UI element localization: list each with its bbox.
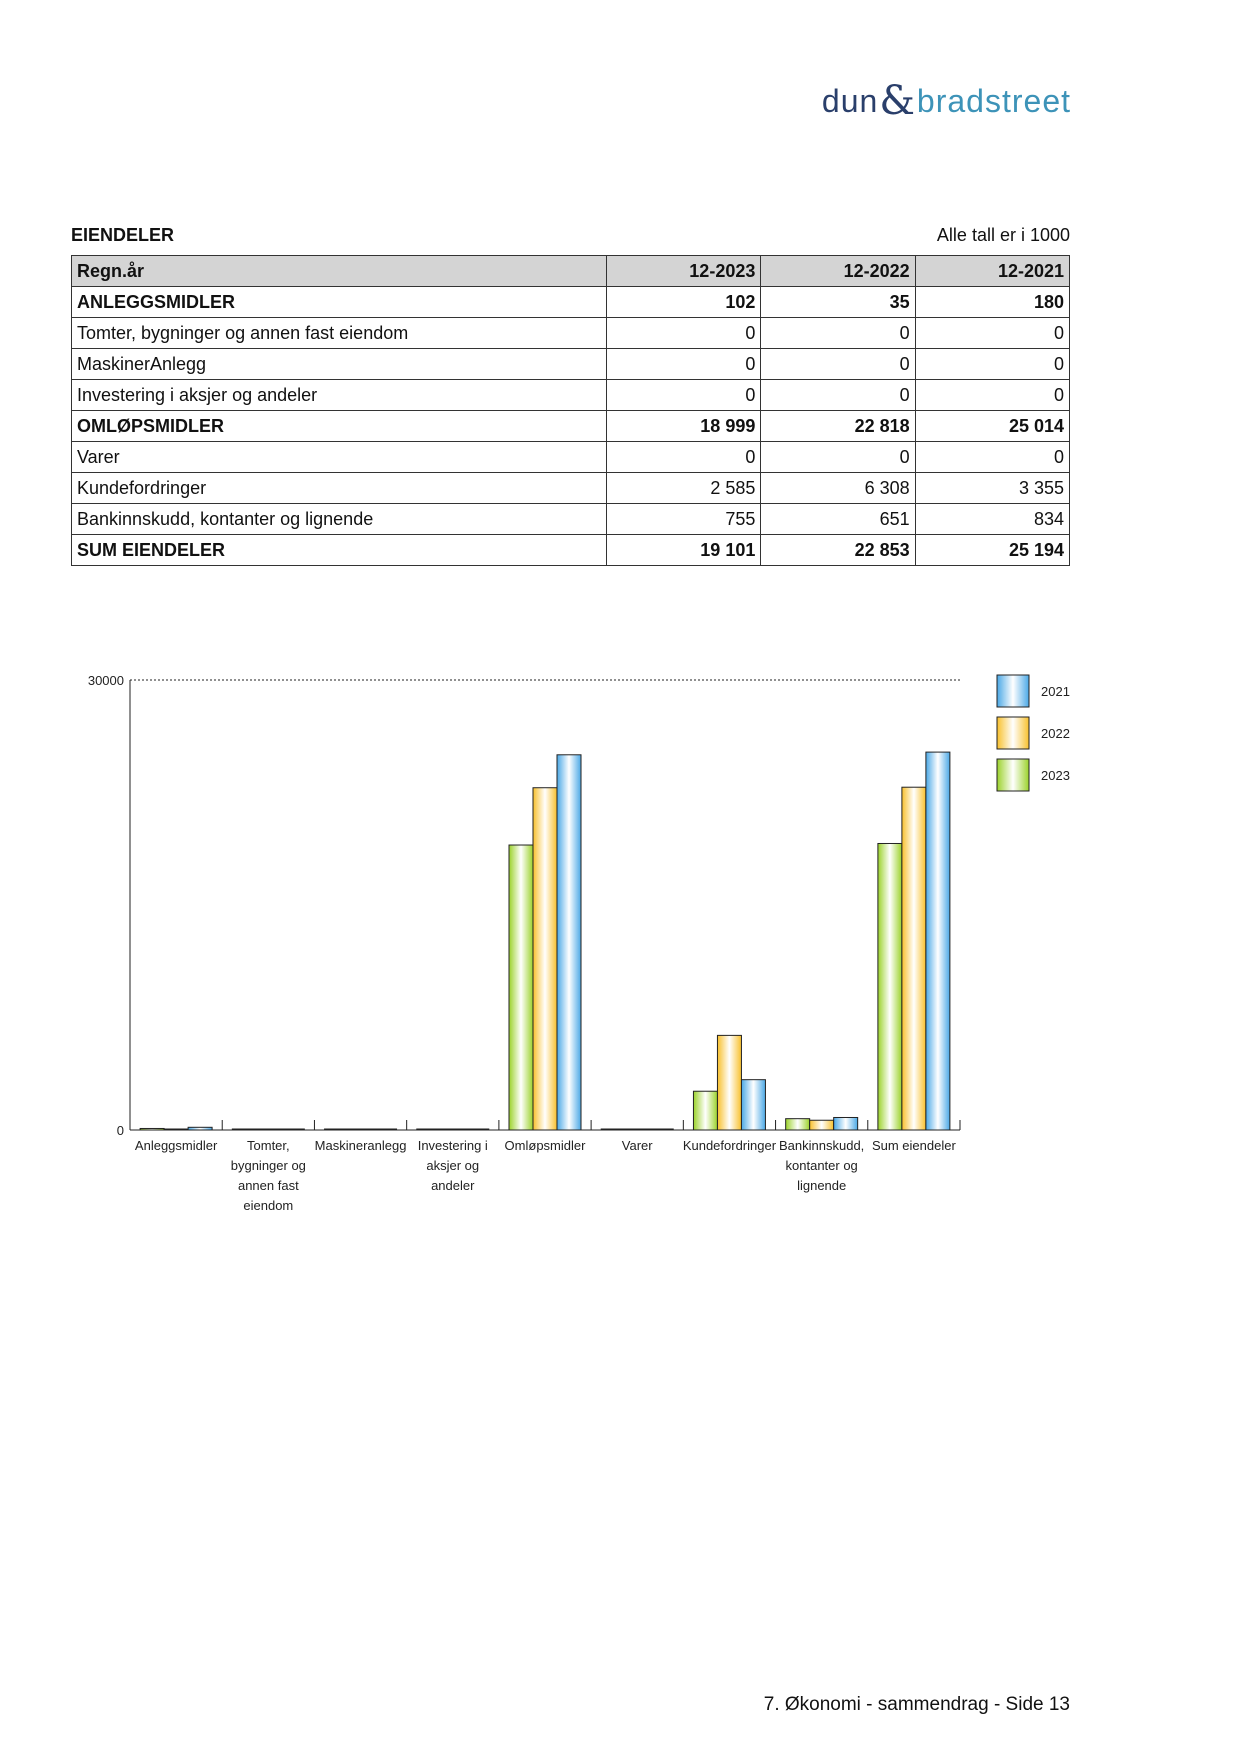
x-category-label: Varer <box>621 1138 653 1153</box>
row-value-12-2022: 35 <box>761 287 915 318</box>
legend-label-2022: 2022 <box>1041 726 1070 741</box>
bar-2022 <box>533 788 557 1130</box>
assets-bar-chart <box>60 670 1080 1250</box>
header-2021: 12-2021 <box>915 256 1069 287</box>
row-label: Varer <box>72 442 607 473</box>
bar-2022 <box>810 1120 834 1130</box>
table-row <box>72 473 1070 504</box>
unit-note: Alle tall er i 1000 <box>936 225 1070 245</box>
legend-swatch-2021 <box>997 675 1029 707</box>
bar-2022 <box>902 787 926 1130</box>
bar-2021 <box>557 755 581 1130</box>
row-label: MaskinerAnlegg <box>72 349 607 380</box>
row-value-12-2021: 25 194 <box>915 535 1069 566</box>
legend-swatch-2023 <box>997 759 1029 791</box>
bar-2023 <box>417 1129 441 1130</box>
x-category-label: Omløpsmidler <box>504 1138 586 1153</box>
row-value-12-2023: 102 <box>607 287 761 318</box>
bar-2022 <box>717 1035 741 1130</box>
row-value-12-2021: 3 355 <box>915 473 1069 504</box>
y-tick-label: 30000 <box>87 673 124 688</box>
row-value-12-2021: 0 <box>915 349 1069 380</box>
x-category-label: Tomter, bygninger og annen fast eiendom <box>230 1138 306 1213</box>
table-body <box>72 287 1070 566</box>
bar-2023 <box>325 1129 349 1130</box>
dun-bradstreet-logo <box>822 78 1071 124</box>
row-value-12-2023: 0 <box>607 349 761 380</box>
table-row <box>72 504 1070 535</box>
row-label: OMLØPSMIDLER <box>72 411 607 442</box>
bar-2023 <box>601 1129 625 1130</box>
bar-2022 <box>256 1129 280 1130</box>
row-value-12-2022: 22 818 <box>761 411 915 442</box>
row-value-12-2022: 22 853 <box>761 535 915 566</box>
x-category-label: Maskineranlegg <box>314 1138 407 1153</box>
y-tick-label: 0 <box>116 1123 124 1138</box>
row-label: ANLEGGSMIDLER <box>72 287 607 318</box>
x-category-label: Sum eiendeler <box>871 1138 956 1153</box>
x-category-label: Anleggsmidler <box>134 1138 218 1153</box>
logo-text-bradstreet: bradstreet <box>916 82 1071 119</box>
bar-2022 <box>164 1129 188 1130</box>
bar-2021 <box>280 1129 304 1130</box>
row-value-12-2021: 0 <box>915 442 1069 473</box>
row-value-12-2021: 834 <box>915 504 1069 535</box>
row-value-12-2022: 0 <box>761 380 915 411</box>
bar-2023 <box>140 1128 164 1130</box>
bar-2023 <box>232 1129 256 1130</box>
row-label: SUM EIENDELER <box>72 535 607 566</box>
legend-swatch-2022 <box>997 717 1029 749</box>
row-label: Bankinnskudd, kontanter og lignende <box>72 504 607 535</box>
table-row <box>72 535 1070 566</box>
bar-2023 <box>878 843 902 1130</box>
table-row <box>72 349 1070 380</box>
row-label: Kundefordringer <box>72 473 607 504</box>
header-regnar: Regn.år <box>72 256 607 287</box>
row-value-12-2021: 25 014 <box>915 411 1069 442</box>
bar-2021 <box>649 1129 673 1130</box>
bar-2023 <box>786 1119 810 1130</box>
header-2022: 12-2022 <box>761 256 915 287</box>
row-value-12-2023: 0 <box>607 380 761 411</box>
logo-ampersand: & <box>879 78 916 124</box>
x-category-label: Investering i aksjer og andeler <box>417 1138 488 1193</box>
logo-text-dun: dun <box>821 82 879 119</box>
bar-2022 <box>349 1129 373 1130</box>
row-value-12-2023: 18 999 <box>607 411 761 442</box>
row-value-12-2023: 0 <box>607 318 761 349</box>
x-category-label: Kundefordringer <box>682 1138 777 1153</box>
row-value-12-2021: 180 <box>915 287 1069 318</box>
assets-table <box>71 255 1070 566</box>
bar-2021 <box>465 1129 489 1130</box>
row-value-12-2022: 0 <box>761 442 915 473</box>
bar-2022 <box>441 1129 465 1130</box>
section-title: EIENDELER <box>71 225 175 245</box>
row-value-12-2023: 2 585 <box>607 473 761 504</box>
header-2023: 12-2023 <box>607 256 761 287</box>
row-value-12-2021: 0 <box>915 380 1069 411</box>
row-value-12-2022: 0 <box>761 318 915 349</box>
legend-label-2023: 2023 <box>1041 768 1070 783</box>
table-row <box>72 380 1070 411</box>
x-category-label: Bankinnskudd, kontanter og lignende <box>779 1138 865 1193</box>
bar-2021 <box>741 1080 765 1130</box>
table-row <box>72 318 1070 349</box>
bar-2023 <box>509 845 533 1130</box>
page-footer: 7. Økonomi - sammendrag - Side 13 <box>763 1694 1070 1715</box>
row-label: Tomter, bygninger og annen fast eiendom <box>72 318 607 349</box>
table-row <box>72 442 1070 473</box>
bar-2021 <box>373 1129 397 1130</box>
row-value-12-2022: 651 <box>761 504 915 535</box>
row-label: Investering i aksjer og andeler <box>72 380 607 411</box>
row-value-12-2023: 19 101 <box>607 535 761 566</box>
bar-2021 <box>926 752 950 1130</box>
chart-svg <box>60 670 1080 1250</box>
bar-2021 <box>188 1127 212 1130</box>
bar-2021 <box>834 1117 858 1130</box>
bar-2022 <box>625 1129 649 1130</box>
row-value-12-2023: 0 <box>607 442 761 473</box>
row-value-12-2022: 6 308 <box>761 473 915 504</box>
table-row <box>72 287 1070 318</box>
table-header-row <box>72 256 1070 287</box>
row-value-12-2022: 0 <box>761 349 915 380</box>
row-value-12-2021: 0 <box>915 318 1069 349</box>
row-value-12-2023: 755 <box>607 504 761 535</box>
bar-2023 <box>693 1091 717 1130</box>
table-row <box>72 411 1070 442</box>
legend-label-2021: 2021 <box>1041 684 1070 699</box>
